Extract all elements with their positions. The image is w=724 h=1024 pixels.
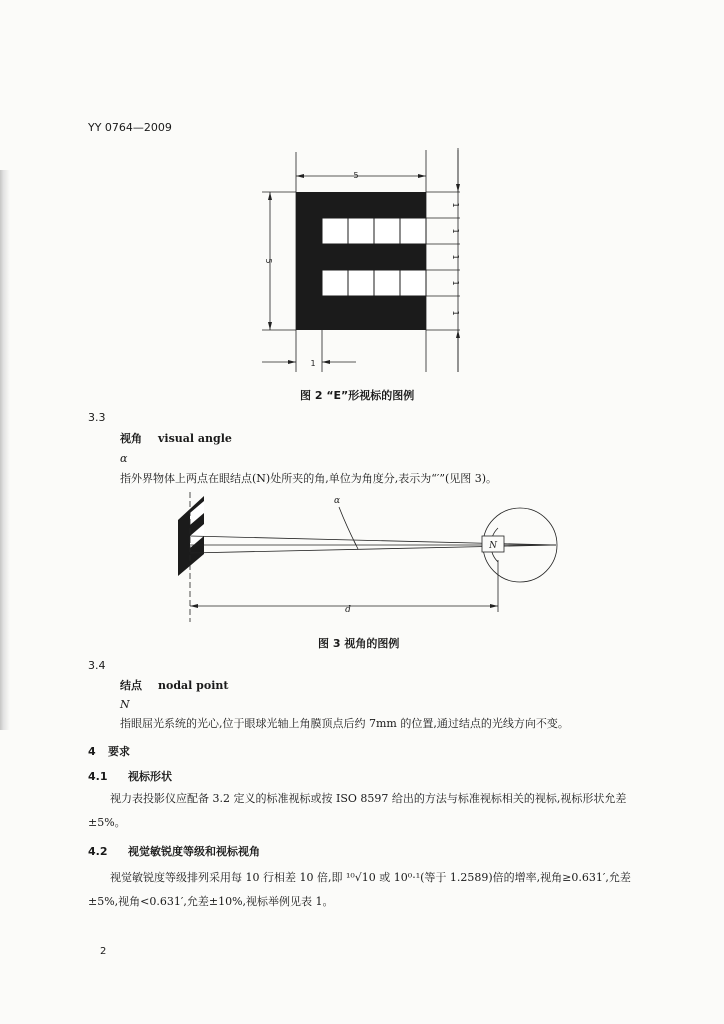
dim-label-left: 5: [264, 258, 273, 264]
section-4-1-number: 4.1: [88, 770, 108, 783]
symbol-alpha: α: [120, 452, 128, 465]
label-alpha: α: [333, 496, 341, 506]
section-4-number: 4: [88, 745, 96, 758]
standard-number-header: YY 0764—2009: [88, 121, 172, 134]
page-number: 2: [100, 946, 107, 957]
label-nodal-N: N: [489, 541, 497, 551]
section-4-2-number: 4.2: [88, 845, 108, 858]
alpha-leader: [339, 507, 356, 545]
dim-label-top: 5: [353, 171, 359, 180]
term-visual-angle-cn: 视角: [120, 432, 142, 445]
term-nodal-point-en: nodal point: [158, 679, 229, 692]
section-4-2-body: [88, 866, 643, 914]
dim-label-right: 1: [451, 228, 460, 234]
section-4-2-title: 视觉敏锐度等级和视标视角: [128, 845, 260, 858]
figure-2-caption: 图 2 “E”形视标的图例: [300, 389, 415, 402]
definition-nodal-point: 指眼屈光系统的光心,位于眼球光轴上角膜顶点后约 7mm 的位置,通过结点的光线方向不变。: [120, 717, 569, 730]
symbol-N: N: [120, 698, 130, 711]
term-nodal-point-cn: 结点: [120, 679, 142, 692]
dim-label-right: 1: [451, 310, 460, 316]
section-4-1-body: [88, 787, 643, 835]
term-visual-angle-en: visual angle: [158, 432, 232, 445]
section-4-1-title: 视标形状: [128, 770, 172, 783]
definition-visual-angle: 指外界物体上两点在眼结点(N)处所夹的角,单位为角度分,表示为“′”(见图 3)。: [120, 472, 498, 485]
section-4-2-paragraph: 视觉敏锐度等级排列采用每 10 行相差 10 倍,即 ¹⁰√10 或 10⁰·¹(等于 1.2589)倍的增率,视角≥0.631′,允差±5%,视角<0.631′,允差±10%,视标举例见表 1。: [88, 871, 631, 908]
section-3-3-number: 3.3: [88, 411, 106, 424]
dim-label-bottom: 1: [310, 359, 316, 368]
figure-3-caption: 图 3 视角的图例: [318, 637, 400, 650]
section-4-1-paragraph: 视力表投影仪应配备 3.2 定义的标准视标或按 ISO 8597 给出的方法与标准视标相关的视标,视标形状允差±5%。: [88, 792, 627, 829]
section-3-4-number: 3.4: [88, 659, 106, 672]
section-4-title: 要求: [108, 745, 130, 758]
label-distance-d: d: [345, 605, 351, 615]
dim-label-right: 1: [451, 202, 460, 208]
dim-label-right: 1: [451, 254, 460, 260]
dim-label-right: 1: [451, 280, 460, 286]
